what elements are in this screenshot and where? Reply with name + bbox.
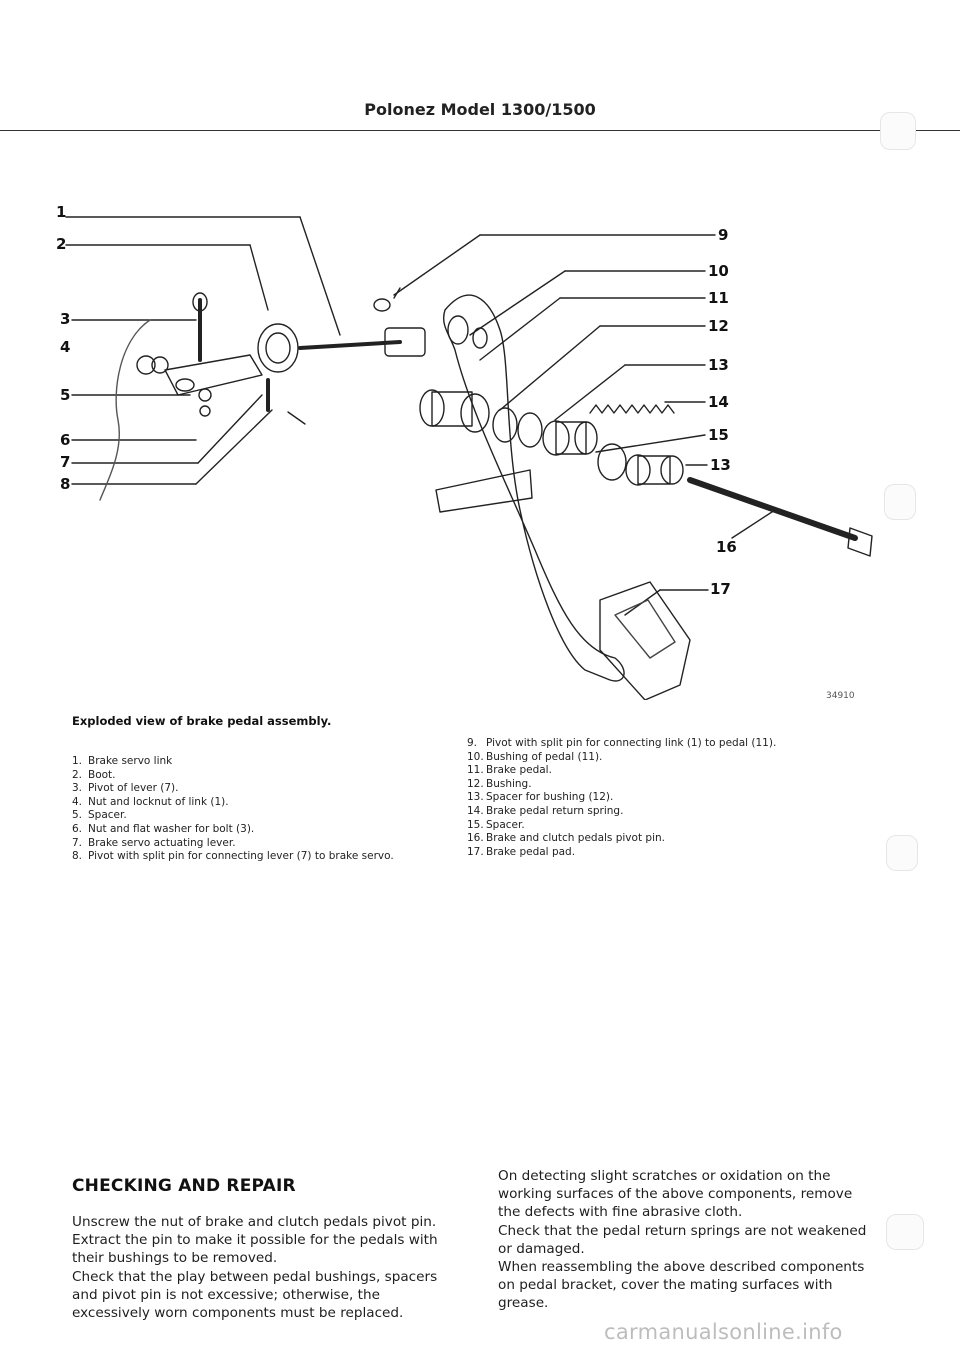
scan-artifact [880, 112, 916, 150]
legend-num: 9. [467, 737, 478, 749]
legend-item [467, 805, 887, 819]
legend-item [72, 769, 442, 783]
figure-code: 34910 [826, 691, 855, 701]
legend-item [72, 755, 442, 769]
legend-num: 12. [467, 777, 484, 790]
legend-item [467, 819, 887, 833]
legend-num: 17. [467, 845, 484, 858]
spacer-13a [493, 408, 517, 442]
legend-text: Nut and flat washer for bolt (3). [88, 822, 255, 835]
return-spring [590, 405, 674, 413]
callout-5: 5 [60, 386, 71, 404]
body-paragraph: When reassembling the above described components on pedal bracket, cover the mating surfaces with grease. [498, 1259, 865, 1312]
callout-9: 9 [718, 226, 729, 244]
leader-line-11b [480, 298, 560, 360]
figure-caption: Exploded view of brake pedal assembly. [72, 714, 332, 728]
legend-item [467, 791, 887, 805]
legend-num: 16. [467, 832, 484, 845]
bushing-12 [461, 394, 489, 432]
leader-line-2b [250, 245, 268, 310]
legend-text: Spacer. [88, 809, 127, 822]
legend-text: Brake servo link [88, 755, 173, 767]
legend-text: Brake and clutch pedals pivot pin. [486, 832, 665, 845]
legend-item [72, 809, 442, 823]
legend-text: Bushing. [486, 777, 532, 790]
legend-text: Spacer. [486, 818, 525, 831]
leader-line-10b [470, 271, 565, 335]
spacer-13b [518, 413, 542, 447]
body-paragraph: Check that the play between pedal bushings, spacers and pivot pin is not excessive; otherwise, the excessively worn components must be replaced. [72, 1268, 438, 1322]
legend-num: 13. [467, 791, 484, 804]
clevis-pin-9 [374, 299, 390, 311]
legend-item [467, 764, 887, 778]
legend-text: Pivot with split pin for connecting lever (7) to brake servo. [88, 850, 394, 863]
body-paragraph: Unscrew the nut of brake and clutch pedals pivot pin. Extract the pin to make it possible for the pedals with their bushings to be removed. [72, 1214, 438, 1267]
legend-item [467, 778, 887, 792]
callout-13: 13 [708, 356, 729, 374]
header-rule [0, 130, 960, 131]
legend-left [72, 755, 442, 864]
legend-item [72, 850, 442, 864]
legend-num: 15. [467, 818, 484, 831]
legend-num: 3. [72, 782, 83, 795]
body-paragraph: On detecting slight scratches or oxidation on the working surfaces of the above components, remove the defects with fine abrasive cloth. [498, 1168, 853, 1221]
legend-text: Brake pedal return spring. [486, 804, 624, 817]
leader-line-1b [300, 217, 340, 335]
legend-item [72, 823, 442, 837]
nut-6 [200, 406, 210, 416]
legend-item [72, 782, 442, 796]
boot-outer [258, 324, 298, 372]
brake-pedal-arm [444, 295, 624, 681]
scan-artifact [886, 835, 918, 871]
legend-text: Nut and locknut of link (1). [88, 795, 229, 808]
callout-16: 16 [716, 538, 737, 556]
legend-num: 7. [72, 836, 83, 849]
callout-8: 8 [60, 475, 71, 493]
legend-item [467, 832, 887, 846]
bushing-10 [473, 328, 487, 348]
legend-num: 14. [467, 804, 484, 817]
callout-11: 11 [708, 289, 729, 307]
body-paragraph: Check that the pedal return springs are not weakened or damaged. [498, 1222, 867, 1257]
legend-text: Spacer for bushing (12). [486, 791, 614, 804]
pivot-pin-16 [690, 480, 855, 538]
callout-2: 2 [56, 235, 67, 253]
pedal-pad-inner [615, 600, 675, 658]
legend-num: 2. [72, 768, 83, 781]
bushing-right-body [556, 422, 586, 454]
legend-text: Brake pedal. [486, 764, 552, 777]
spacer-13c-body [638, 456, 670, 484]
legend-text: Pivot with split pin for connecting link (1) to pedal (11). [486, 737, 777, 749]
callout-7: 7 [60, 453, 71, 471]
legend-num: 11. [467, 764, 484, 777]
callout-15: 15 [708, 426, 729, 444]
boot-inner [266, 333, 290, 363]
legend-num: 4. [72, 795, 83, 808]
leader-line-12b [500, 326, 600, 410]
legend-text: Boot. [88, 768, 116, 781]
callout-13b: 13 [710, 456, 731, 474]
pivot-pin-head [848, 528, 872, 556]
washer [199, 389, 211, 401]
legend-item [467, 846, 887, 860]
legend-num: 8. [72, 850, 83, 863]
brake-pedal-exploded-diagram [0, 180, 960, 700]
callout-1: 1 [56, 203, 67, 221]
callout-14: 14 [708, 393, 729, 411]
scan-artifact [886, 1214, 924, 1250]
bushing-body [432, 392, 472, 426]
callout-3: 3 [60, 310, 71, 328]
watermark: carmanualsonline.info [604, 1320, 843, 1344]
legend-item [72, 837, 442, 851]
legend-text: Bushing of pedal (11). [486, 750, 603, 763]
legend-text: Pivot of lever (7). [88, 782, 179, 795]
body-column-right [498, 1167, 874, 1313]
legend-text: Brake servo actuating lever. [88, 836, 236, 849]
leader-line-9b [394, 235, 480, 295]
page-header-title: Polonez Model 1300/1500 [364, 100, 596, 119]
pedal-pad [600, 582, 690, 700]
section-heading: CHECKING AND REPAIR [72, 1176, 296, 1196]
legend-item [72, 796, 442, 810]
legend-text: Brake pedal pad. [486, 845, 576, 858]
spacer-5 [176, 379, 194, 391]
callout-10: 10 [708, 262, 729, 280]
legend-num: 6. [72, 822, 83, 835]
legend-num: 10. [467, 750, 484, 763]
leader-line-8b [196, 410, 272, 484]
pedal-bracket [436, 470, 532, 512]
split-pin-9 [394, 288, 400, 298]
callout-12: 12 [708, 317, 729, 335]
servo-outline [100, 320, 150, 500]
legend-num: 5. [72, 809, 83, 822]
body-column-left [72, 1213, 462, 1322]
legend-right [467, 737, 887, 859]
leader-line-16 [732, 510, 775, 538]
spacer-13c-end [661, 456, 683, 484]
split-pin [288, 412, 305, 424]
legend-item [467, 751, 887, 765]
legend-item [467, 737, 887, 751]
callout-4: 4 [60, 338, 71, 356]
legend-num: 1. [72, 755, 83, 767]
callout-17: 17 [710, 580, 731, 598]
pedal-eye [448, 316, 468, 344]
callout-6: 6 [60, 431, 71, 449]
